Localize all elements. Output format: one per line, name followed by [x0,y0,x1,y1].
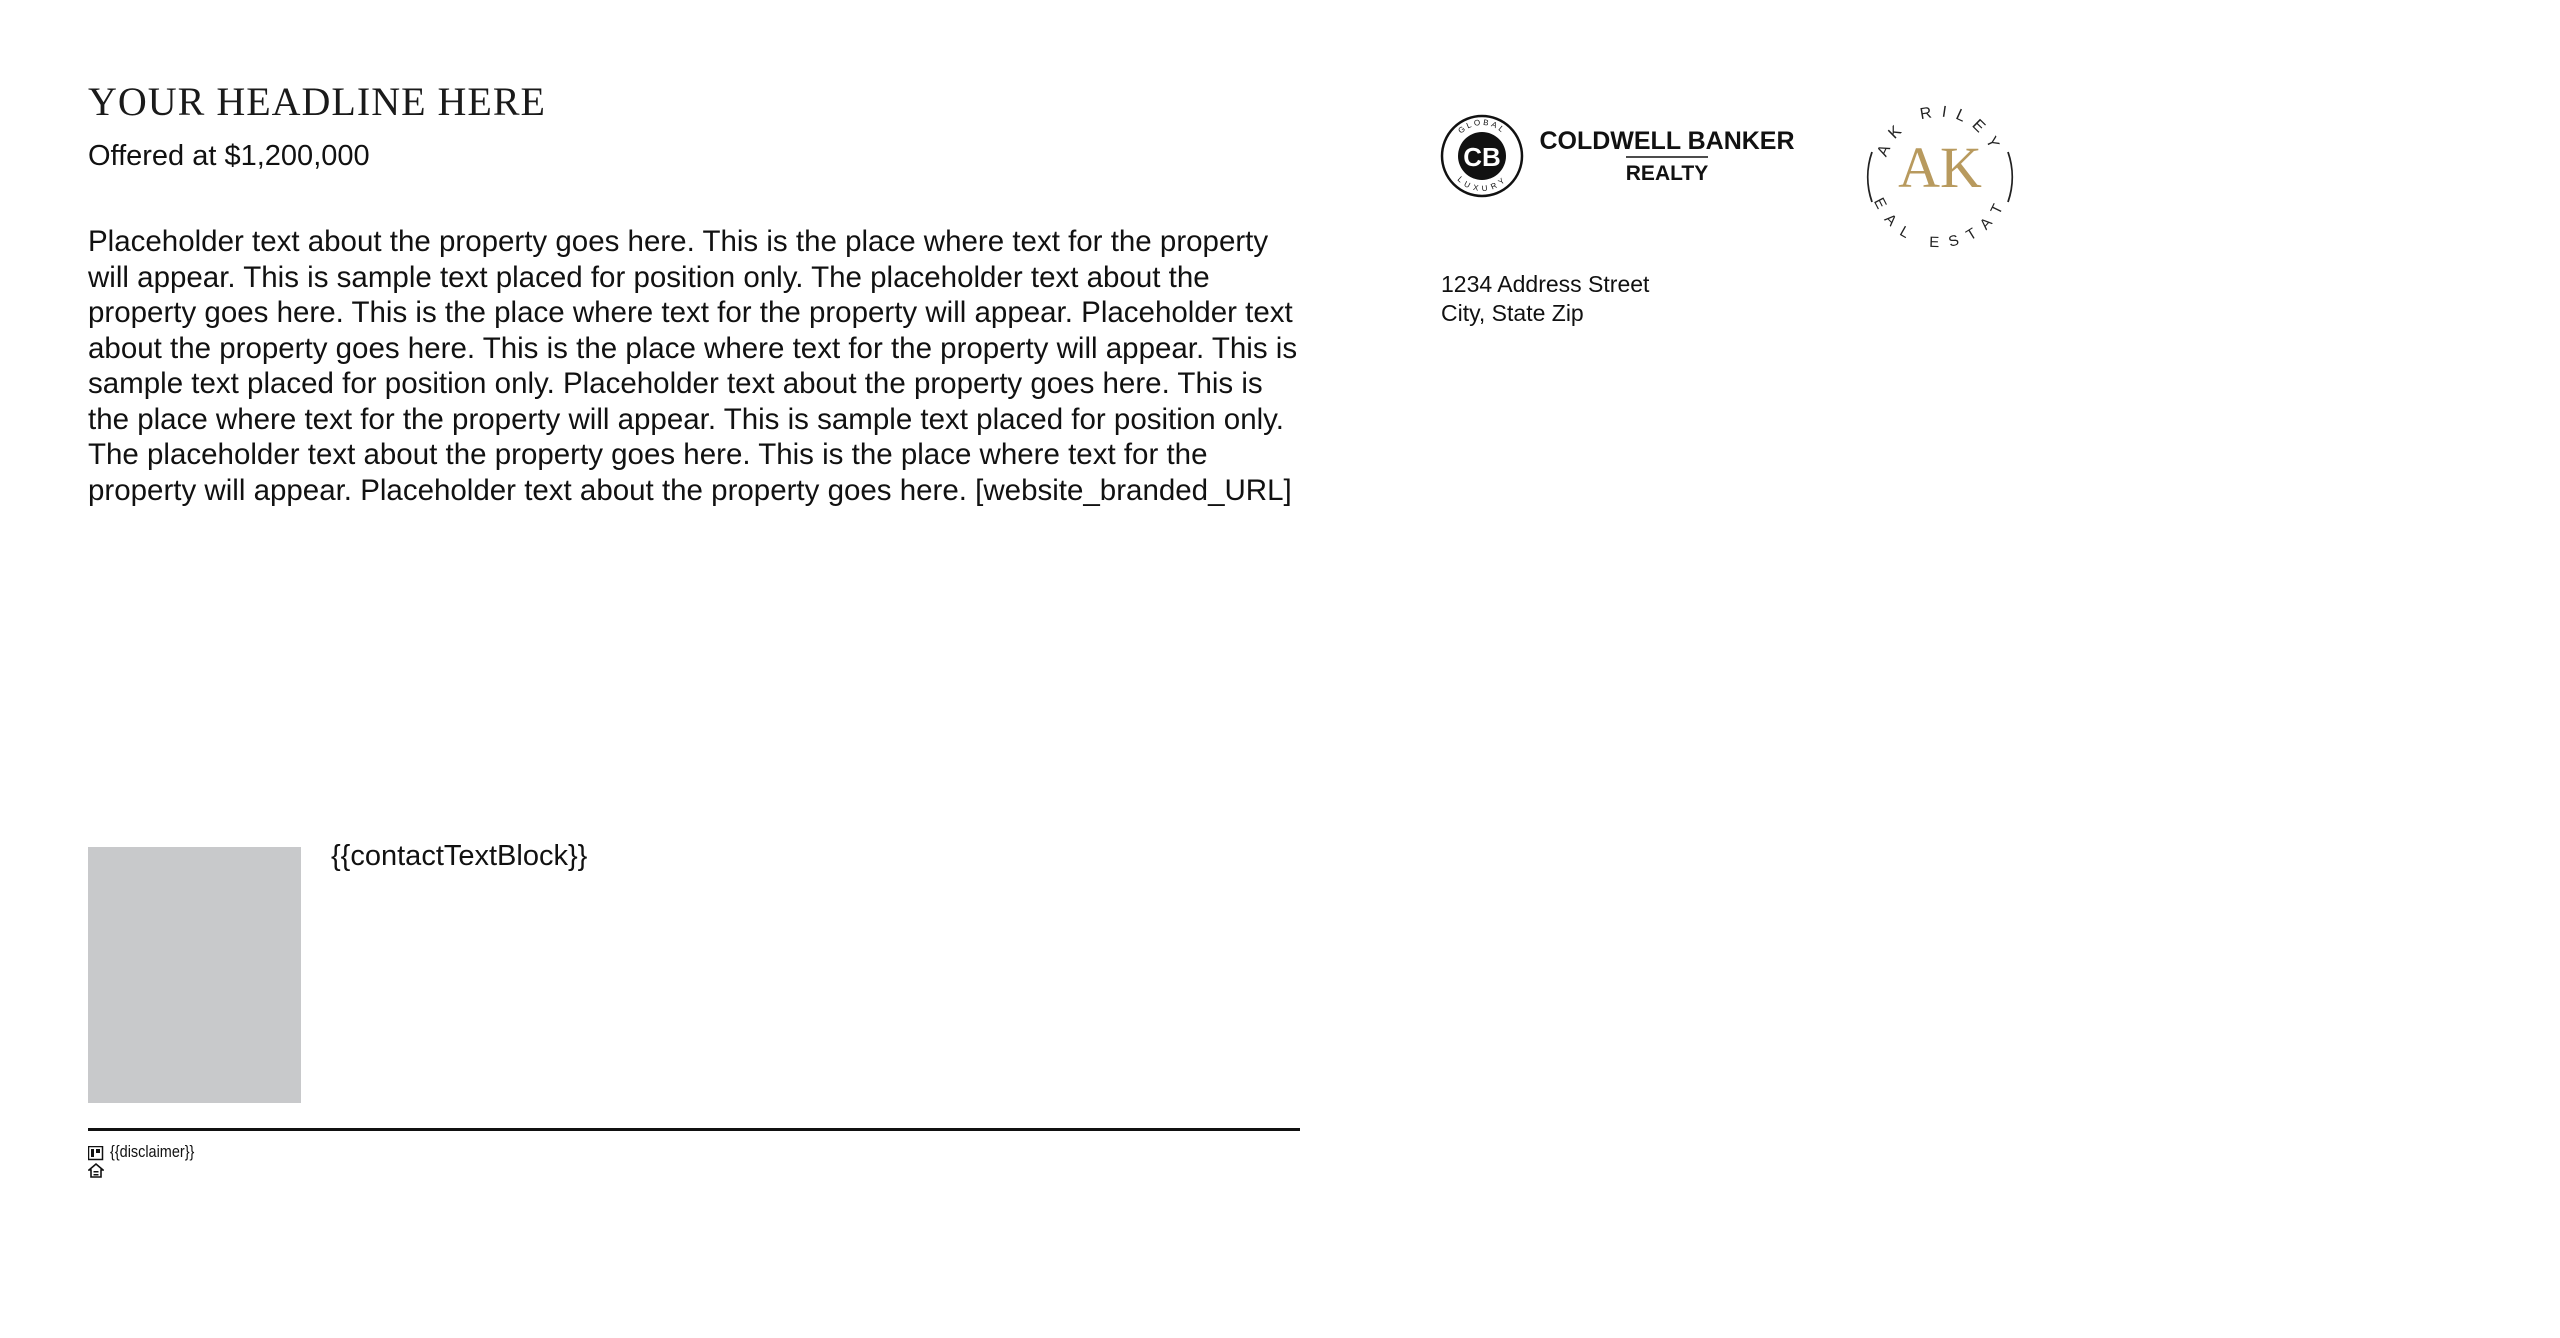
property-description: Placeholder text about the property goes here. This is the place where text for the property will appear. This is sample text placed for position only. The placeholder text about the property goes here. This is the place where text for the property will appear. Placeholder text about the property goes here. This is the place where text for the property will appear. This is sample text placed for position only. Placeholder text about the property goes here. This is the place where text for the property will appear. This is sample text placed for position only. The placeholder text about the property goes here. This is the place where text for the property will appear. Placeholder text about the property goes here. [website_branded_URL] [88,225,1298,507]
seal-top-text: GLOBAL [1456,117,1508,136]
logo-bottom-text: EAL ESTAT [1869,194,2011,252]
disclaimer: {{disclaimer}} [110,1142,195,1161]
disclaimer-icons [88,1146,104,1185]
logo-top-text: AK RILEY [1874,103,2006,160]
offered-price: Offered at $1,200,000 [88,140,370,172]
coldwell-banker-logo [1440,112,1800,207]
seal-bottom-text: LUXURY [1455,174,1509,193]
equal-housing-icon [89,1164,103,1177]
agent-photo-placeholder [88,847,301,1103]
realtor-icon [89,1147,103,1160]
brand-name-line1: COLDWELL BANKER [1539,127,1795,155]
seal-mark: CB [1463,142,1501,172]
divider-line [88,1128,1300,1131]
headline: YOUR HEADLINE HERE [88,79,546,124]
ak-riley-logo [1855,84,2025,259]
contact-text-block: {{contactTextBlock}} [331,840,588,872]
logo-monogram: AK [1898,135,1982,200]
brand-name-line2: REALTY [1625,162,1709,185]
office-address [1441,270,1649,328]
address-line1: 1234 Address Street [1441,271,1650,297]
address-line2: City, State Zip [1441,300,1584,326]
